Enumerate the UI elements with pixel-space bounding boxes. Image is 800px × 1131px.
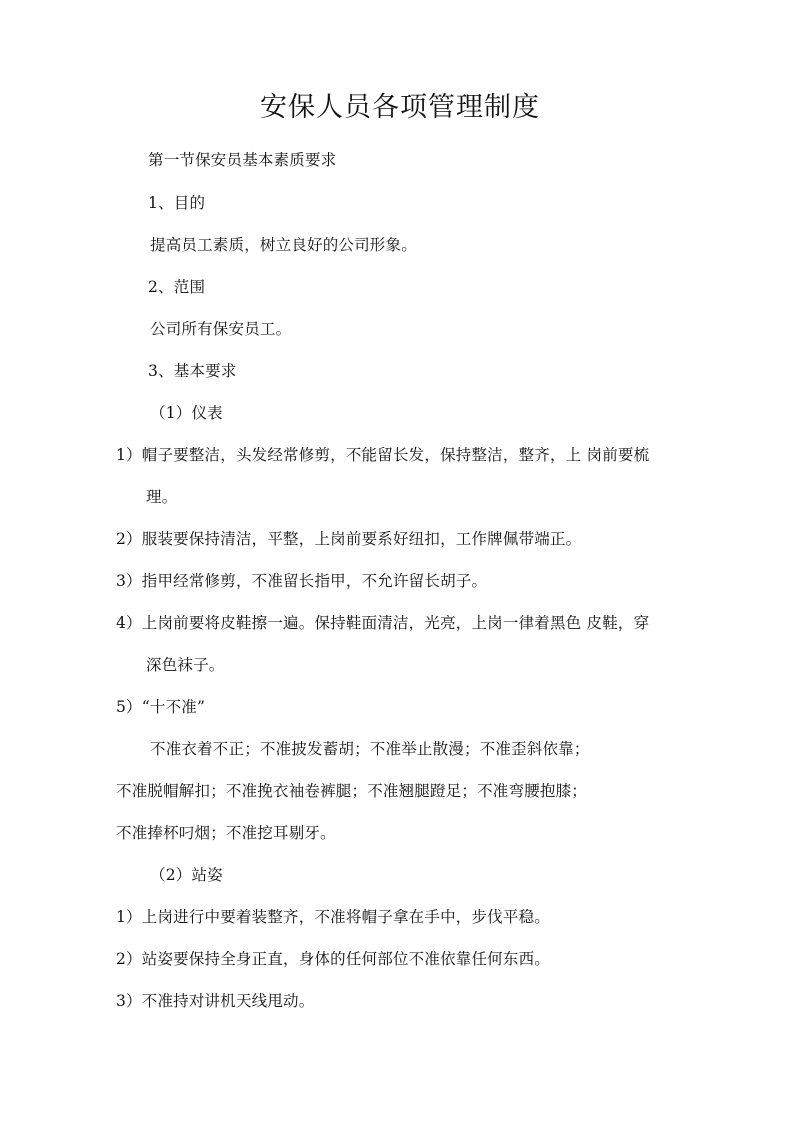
appearance-item-2: 2）服装要保持清洁，平整，上岗前要系好纽扣，工作牌佩带端正。 xyxy=(116,530,582,548)
appearance-item-1-line-2: 理。 xyxy=(146,488,178,506)
document-title: 安保人员各项管理制度 xyxy=(260,92,540,123)
appearance-item-4-line-1: 4）上岗前要将皮鞋擦一遍。保持鞋面清洁，光亮，上岗一律着黑色 皮鞋，穿 xyxy=(116,614,650,632)
ten-prohibitions-line-2: 不准脱帽解扣；不准挽衣袖卷裤腿；不准翘腿蹬足；不准弯腰抱膝； xyxy=(116,782,588,800)
purpose-heading: 1、目的 xyxy=(148,194,206,212)
standing-item-1: 1）上岗进行中要着装整齐，不准将帽子拿在手中，步伐平稳。 xyxy=(116,908,550,926)
appearance-item-5: 5）“十不准” xyxy=(116,698,206,716)
standing-item-2: 2）站姿要保持全身正直，身体的任何部位不准依靠任何东西。 xyxy=(116,950,550,968)
standing-heading: （2）站姿 xyxy=(150,866,223,884)
requirements-heading: 3、基本要求 xyxy=(148,362,237,380)
standing-item-3: 3）不准持对讲机天线甩动。 xyxy=(116,992,315,1010)
scope-text: 公司所有保安员工。 xyxy=(150,320,292,338)
appearance-item-3: 3）指甲经常修剪，不准留长指甲，不允许留长胡子。 xyxy=(116,572,488,590)
ten-prohibitions-line-1: 不准衣着不正；不准披发蓄胡；不准举止散漫；不准歪斜依靠； xyxy=(150,740,590,758)
appearance-item-4-line-2: 深色袜子。 xyxy=(146,656,225,674)
appearance-item-1-line-1: 1）帽子要整洁，头发经常修剪，不能留长发，保持整洁，整齐，上 岗前要梳 xyxy=(116,446,650,464)
purpose-text: 提高员工素质，树立良好的公司形象。 xyxy=(150,236,417,254)
scope-heading: 2、范围 xyxy=(148,278,206,296)
appearance-heading: （1）仪表 xyxy=(150,404,223,422)
section-heading: 第一节保安员基本素质要求 xyxy=(148,151,337,169)
ten-prohibitions-line-3: 不准捧杯叼烟；不准挖耳剔牙。 xyxy=(116,824,336,842)
